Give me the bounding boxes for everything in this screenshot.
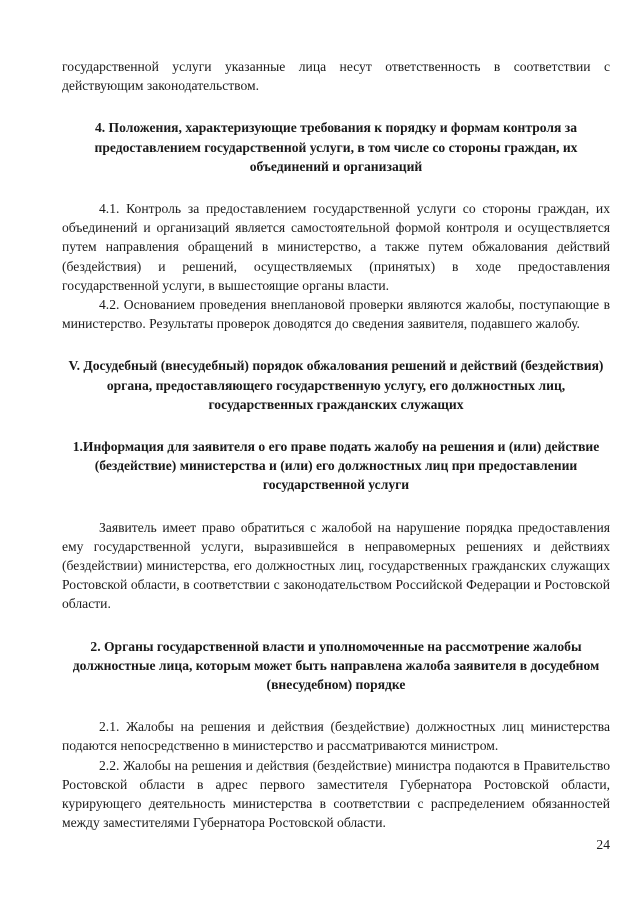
- section-5-heading: V. Досудебный (внесудебный) порядок обжалования решений и действий (бездействия) органа, предоставляющего государственную услугу, его должностных лиц, государственных гражданских служащих: [68, 358, 604, 412]
- spacer: [62, 614, 610, 637]
- section-4-paragraph-1: 4.1. Контроль за предоставлением государственной услуги со стороны граждан, их объединений и организаций является самостоятельной формой контроля и осуществляется путем направления обращений в министерство, а также путем обжалования действий (бездействия) и решений, осуществляемых (принятых) в ходе предоставления государственной услуги, в вышестоящие органы власти.: [62, 201, 610, 293]
- subsection-1-paragraph: Заявитель имеет право обратиться с жалобой на нарушение порядка предоставления ему государственной услуги, выразившейся в неправомерных решениях и действиях (бездействии) министерства, его должностных лиц, государственных гражданских служащих Ростовской области, в соответствии с законодательством Российской Федерации и Ростовской области.: [62, 519, 610, 612]
- spacer: [62, 176, 610, 199]
- spacer: [62, 414, 610, 437]
- subsection-2-paragraph-2: 2.2. Жалобы на решения и действия (бездействие) министра подаются в Правительство Ростовской области в адрес первого заместителя Губернатора Ростовской области, курирующего деятельность министерства в соответствии с распределением обязанностей между заместителями Губернатора Ростовской области.: [62, 757, 610, 831]
- section-4-heading: 4. Положения, характеризующие требования к порядку и формам контроля за предоставлением государственной услуги, в том числе со стороны граждан, их объединений и организаций: [94, 120, 578, 174]
- section-4-paragraph-2: 4.2. Основанием проведения внеплановой проверки являются жалобы, поступающие в министерство. Результаты проверок доводятся до сведения заявителя, подавшего жалобу.: [62, 297, 610, 332]
- subsection-1-heading: 1.Информация для заявителя о его праве подать жалобу на решения и (или) действие (бездействие) министерства и (или) его должностных лиц при предоставлении государственной услуги: [72, 439, 600, 493]
- document-body: [62, 57, 610, 833]
- spacer: [62, 95, 610, 118]
- spacer: [62, 694, 610, 717]
- page-number: 24: [596, 837, 610, 852]
- spacer: [62, 333, 610, 356]
- subsection-2-paragraph-1: 2.1. Жалобы на решения и действия (бездействие) должностных лиц министерства подаются непосредственно в министерство и рассматриваются министром.: [62, 719, 610, 754]
- spacer: [62, 495, 610, 518]
- subsection-2-heading: 2. Органы государственной власти и уполномоченные на рассмотрение жалобы должностные лица, которым может быть направлена жалоба заявителя в досудебном (внесудебном) порядке: [72, 638, 600, 693]
- intro-paragraph: государственной услуги указанные лица несут ответственность в соответствии с действующим законодательством.: [62, 59, 610, 94]
